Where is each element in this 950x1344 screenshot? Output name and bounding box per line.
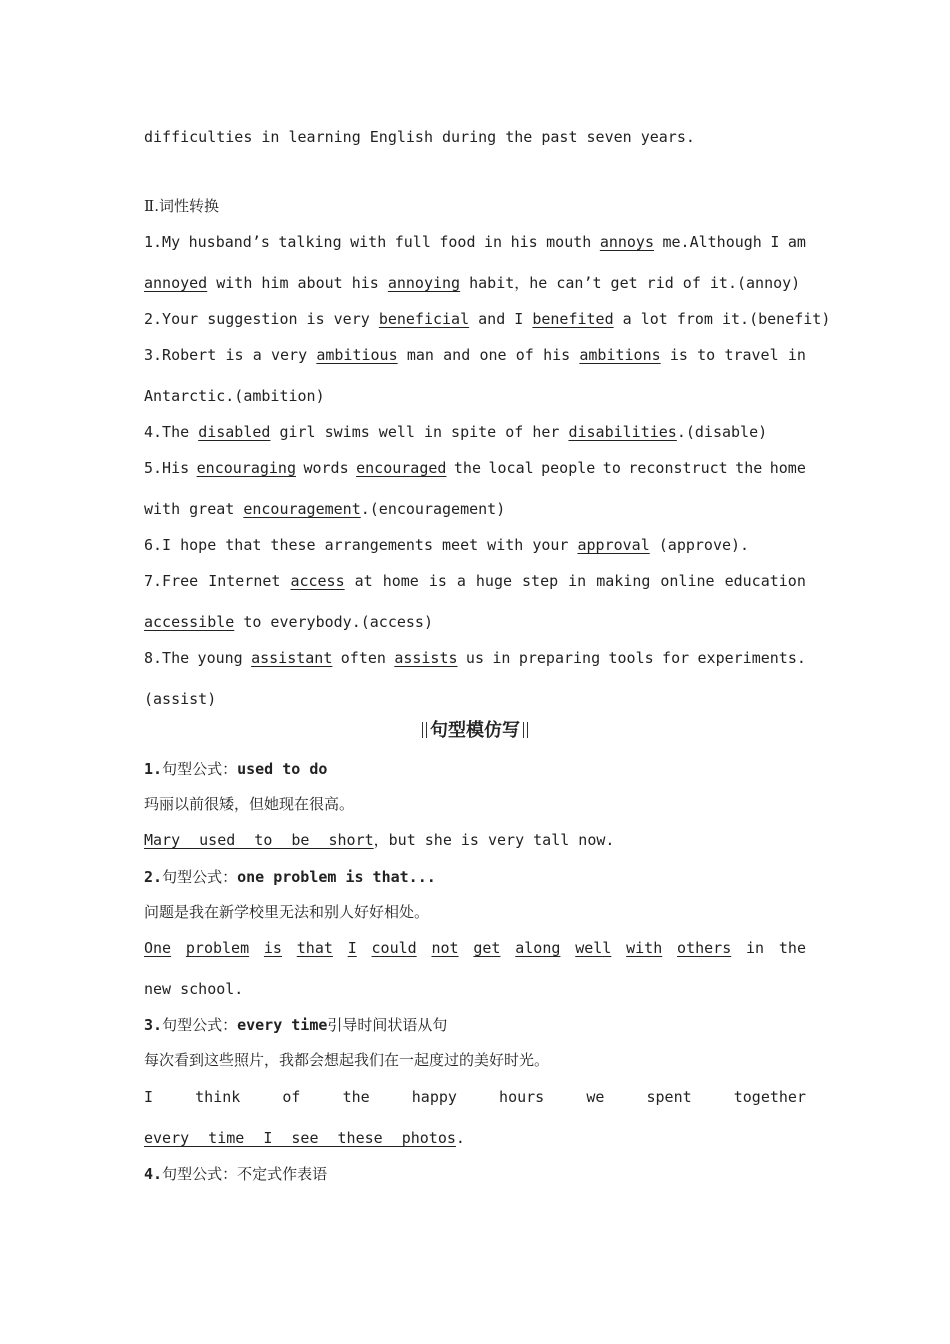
- answer-assistant: assistant: [251, 649, 333, 667]
- answer-pattern3: every time I see these photos: [144, 1129, 456, 1147]
- s2-item6-line1: 6.I hope that these arrangements meet with your approval (approve).: [144, 536, 750, 554]
- pattern1-formula: 1.句型公式：used to do: [144, 760, 328, 778]
- section3-title: 句型模仿写: [0, 720, 950, 742]
- pattern2-answer-line1: One problem is that I could not get along well with others in the: [144, 939, 806, 957]
- answer-annoys: annoys: [599, 233, 654, 251]
- answer-ambitions: ambitions: [579, 346, 661, 364]
- answer-encouraging: encouraging: [196, 459, 296, 477]
- answer-access: access: [290, 572, 345, 590]
- pattern1-chinese: 玛丽以前很矮，但她现在很高。: [144, 795, 355, 813]
- pattern2-answer-line2: new school.: [144, 980, 244, 998]
- answer-encouraged: encouraged: [356, 459, 447, 477]
- answer-assists: assists: [394, 649, 458, 667]
- answer-disabilities: disabilities: [568, 423, 677, 441]
- s2-item8-line1: 8.The young assistant often assists us in preparing tools for experiments.: [144, 649, 806, 667]
- pattern3-answer-line1: I think of the happy hours we spent together: [144, 1088, 806, 1106]
- pattern1-answer: Mary used to be short，but she is very tall now.: [144, 831, 615, 849]
- s2-item3-line2: Antarctic.(ambition): [144, 387, 325, 405]
- s2-item1-line2: annoyed with him about his annoying habit，he can’t get rid of it.(annoy): [144, 274, 801, 292]
- pattern4-formula: 4.句型公式：不定式作表语: [144, 1165, 328, 1183]
- s2-item4-line1: 4.The disabled girl swims well in spite of her disabilities.(disable): [144, 423, 768, 441]
- pattern2-formula: 2.句型公式：one problem is that...: [144, 868, 436, 886]
- s2-item7-line2: accessible to everybody.(access): [144, 613, 433, 631]
- s2-item2-line1: 2.Your suggestion is very beneficial and I benefited a lot from it.(benefit): [144, 310, 831, 328]
- s2-item8-line2: (assist): [144, 690, 217, 708]
- s2-item3-line1: 3.Robert is a very ambitious man and one of his ambitions is to travel in: [144, 346, 806, 364]
- answer-benefited: benefited: [532, 310, 614, 328]
- title-bar-left-icon: [422, 722, 427, 738]
- pattern3-formula: 3.句型公式：every time引导时间状语从句: [144, 1016, 448, 1034]
- section2-heading: Ⅱ.词性转换: [144, 197, 219, 215]
- pattern2-chinese: 问题是我在新学校里无法和别人好好相处。: [144, 903, 430, 921]
- answer-disabled: disabled: [198, 423, 271, 441]
- pattern3-chinese: 每次看到这些照片，我都会想起我们在一起度过的美好时光。: [144, 1051, 550, 1069]
- pattern3-answer-line2: every time I see these photos.: [144, 1129, 465, 1147]
- answer-annoyed: annoyed: [144, 274, 208, 292]
- answer-encouragement: encouragement: [243, 500, 361, 518]
- s2-item7-line1: 7.Free Internet access at home is a huge step in making online education: [144, 572, 806, 590]
- answer-ambitious: ambitious: [316, 346, 398, 364]
- title-bar-right-icon: [523, 722, 528, 738]
- intro-line: difficulties in learning English during the past seven years.: [144, 128, 695, 146]
- answer-accessible: accessible: [144, 613, 235, 631]
- answer-beneficial: beneficial: [378, 310, 470, 328]
- s2-item5-line2: with great encouragement.(encouragement): [144, 500, 506, 518]
- s2-item5-line1: 5.His encouraging words encouraged the local people to reconstruct the home: [144, 459, 806, 477]
- answer-pattern1: Mary used to be short: [144, 831, 374, 849]
- answer-annoying: annoying: [387, 274, 461, 292]
- s2-item1-line1: 1.My husband’s talking with full food in his mouth annoys me.Although I am: [144, 233, 806, 251]
- answer-approval: approval: [577, 536, 650, 554]
